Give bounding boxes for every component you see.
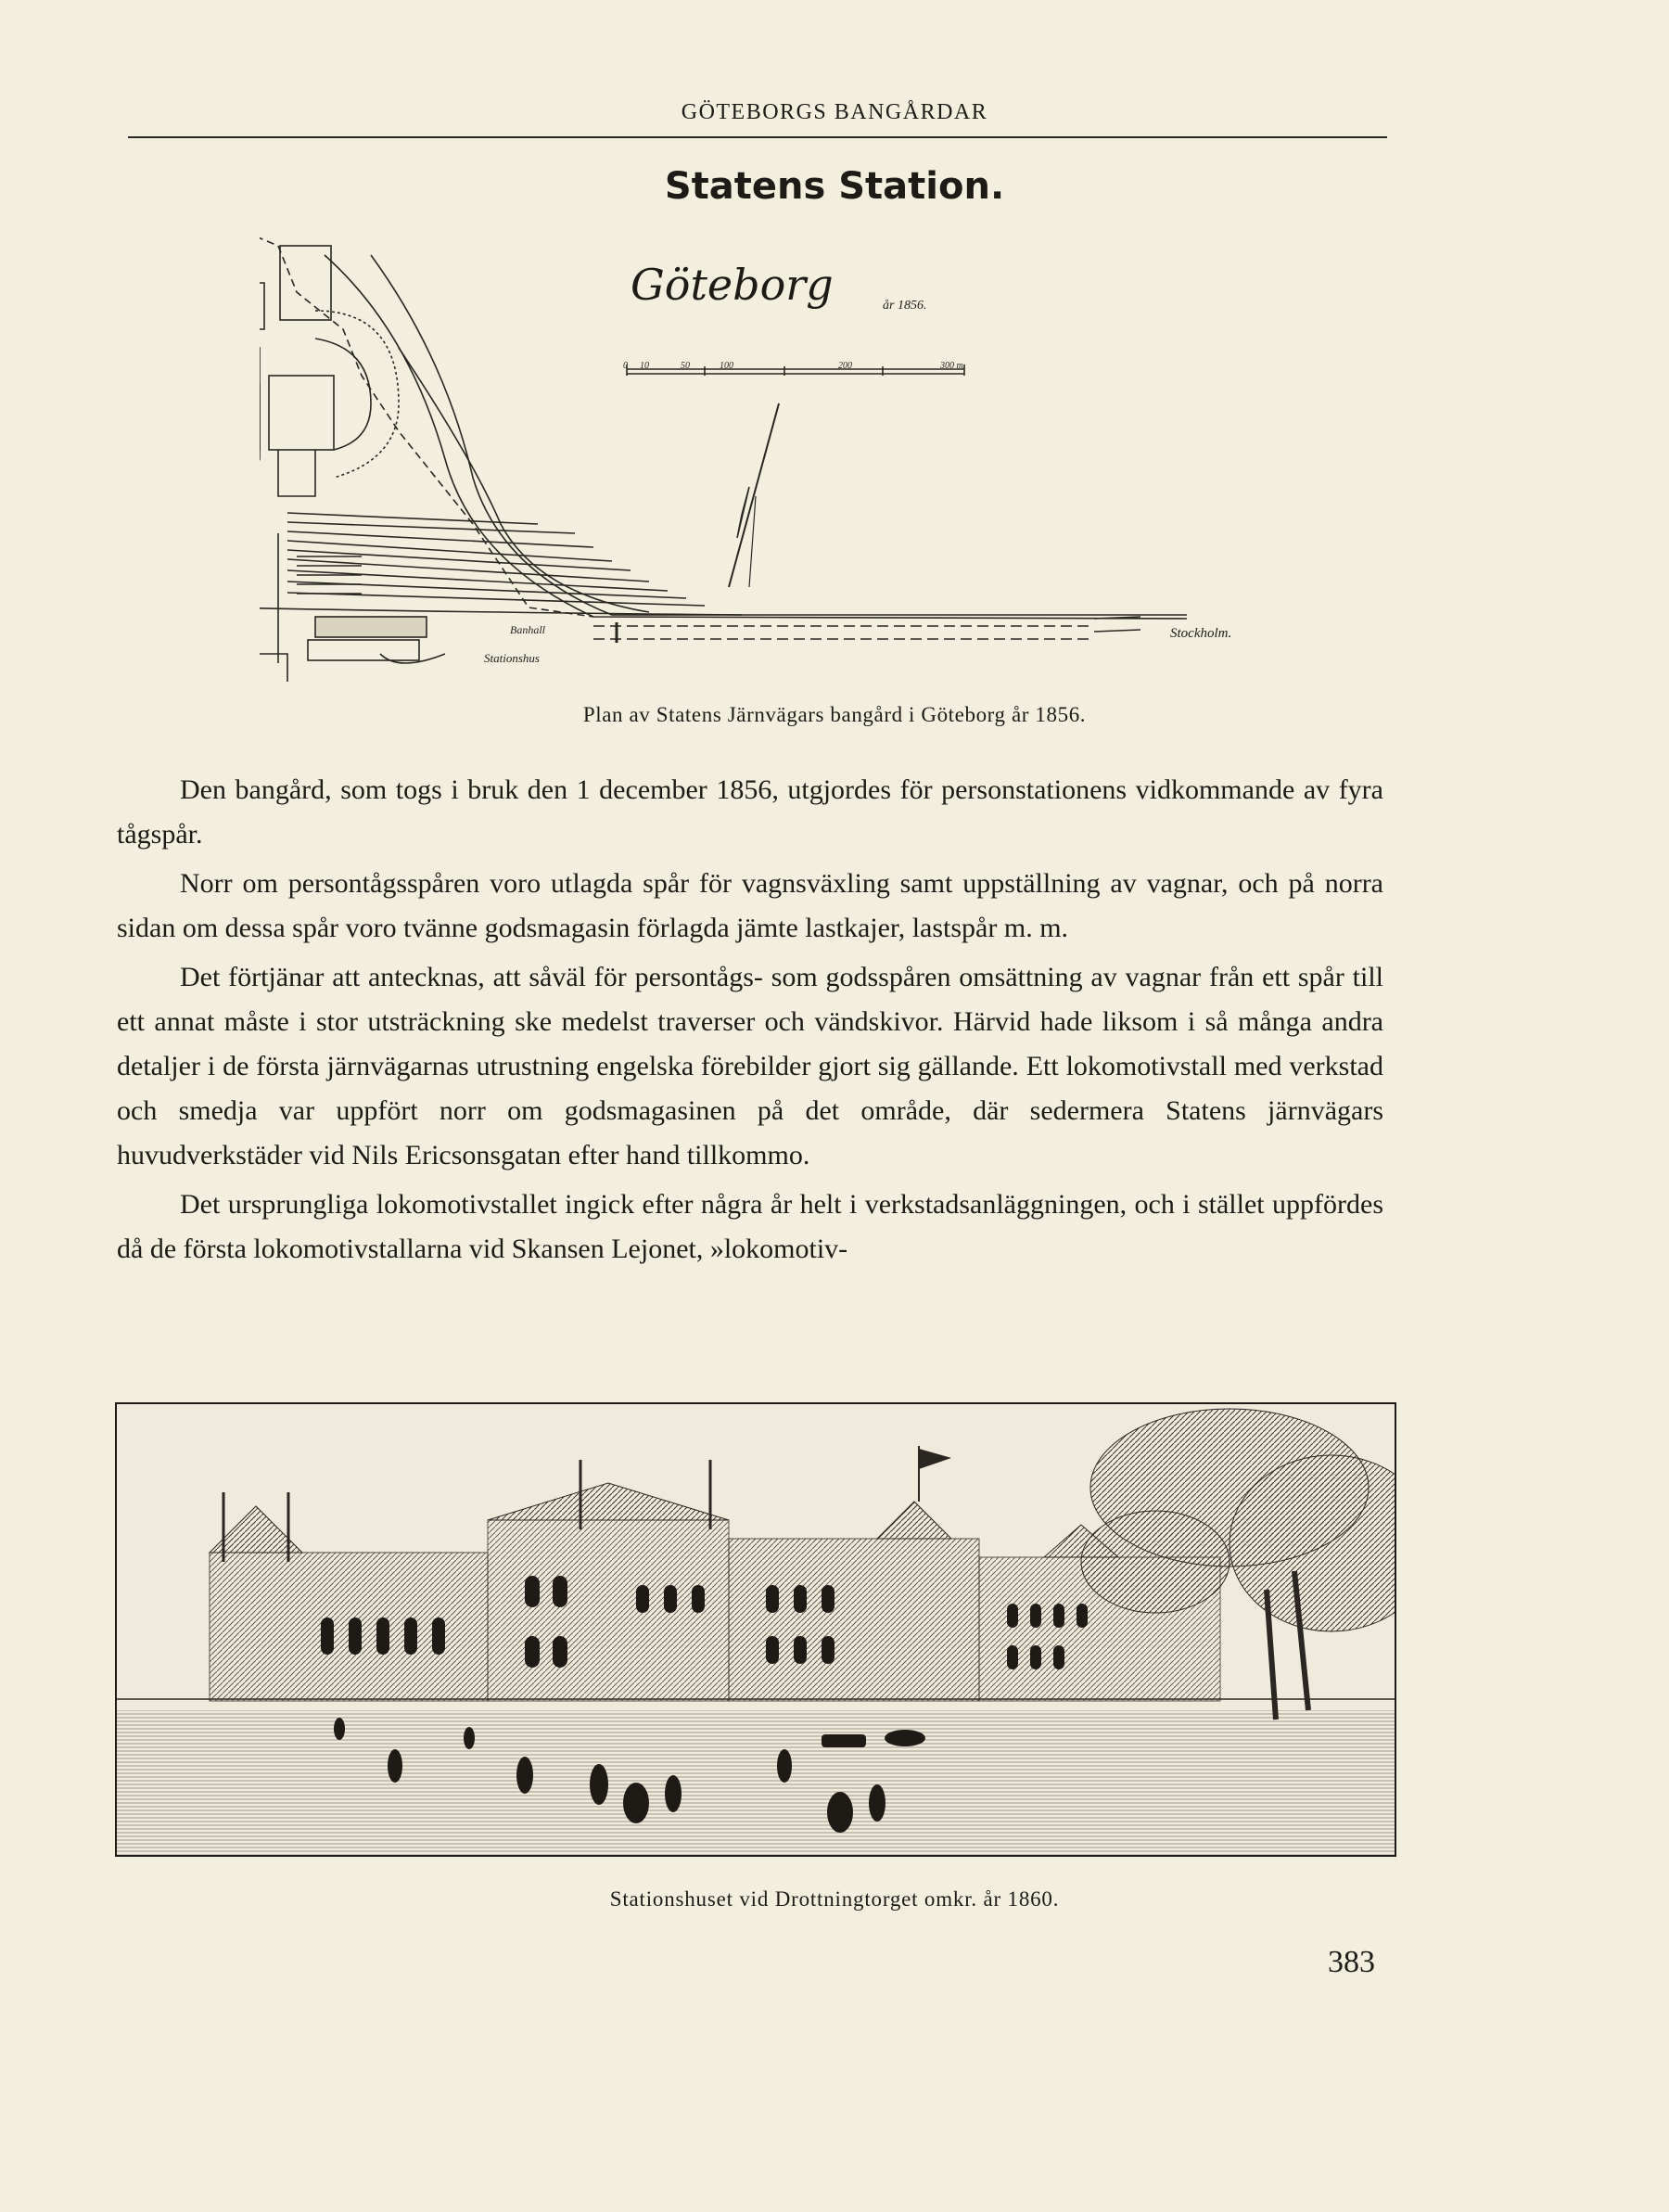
scale-label: 200 <box>838 361 852 371</box>
scale-label: 50 <box>681 361 690 371</box>
engraving-caption: Stationshuset vid Drottningtorget omkr. år 1860. <box>609 1887 1060 1911</box>
map-script-title: Göteborg <box>631 260 834 310</box>
map-station-house-label: Stationshus <box>484 651 540 665</box>
map-year-label: år 1856. <box>883 299 927 313</box>
paragraph: Det förtjänar att antecknas, att såväl för persontågs- som godsspåren omsättning av vagnar från ett spår till ett annat måste i stor utsträckning ske medelst traverser och vändskivor. Härvid hade liksom i så många andra detaljer i de första järnvägarnas utrustning engelska förebilder gjort sig gällande. Ett lokomotivstall med verkstad och smedja var uppfört norr om godsmagasinen på det område, där sedermera Statens järnvägars huvudverkstäder vid Nils Ericsonsgatan efter hand tillkommo. <box>117 962 1383 1170</box>
map-caption: Plan av Statens Järnvägars bangård i Göteborg år 1856. <box>582 703 1087 726</box>
station-engraving <box>115 1402 1396 1857</box>
paragraph: Den bangård, som togs i bruk den 1 december 1856, utgjordes för personstationens vidkommande av fyra tågspår. <box>117 774 1383 850</box>
map-title: Statens Station. <box>664 165 1005 208</box>
scale-label: 10 <box>640 361 649 371</box>
paragraph: Det ursprungliga lokomotivstallet ingick efter några år helt i verkstadsanläggningen, och i stället uppfördes då de första lokomotivstallarna vid Skansen Lejonet, »lokomotiv- <box>117 1189 1383 1264</box>
scale-label: 300 m. <box>940 361 966 371</box>
map-destination-label: Stockholm. <box>1170 626 1232 641</box>
paragraph: Norr om persontågsspåren voro utlagda spår för vagnsväxling samt uppställning av vagnar, och på norra sidan om dessa spår voro tvänne godsmagasin förlagda jämte lastkajer, lastspår m. m. <box>117 868 1383 943</box>
running-header: GÖTEBORGS BANGÅRDAR <box>681 100 988 124</box>
map-scale-labels <box>0 0 1669 390</box>
body-text <box>117 768 1383 1276</box>
scale-label: 0 <box>623 361 628 371</box>
scale-label: 100 <box>720 361 733 371</box>
page-number: 383 <box>1328 1945 1375 1979</box>
map-hall-label: Banhall <box>510 623 545 636</box>
